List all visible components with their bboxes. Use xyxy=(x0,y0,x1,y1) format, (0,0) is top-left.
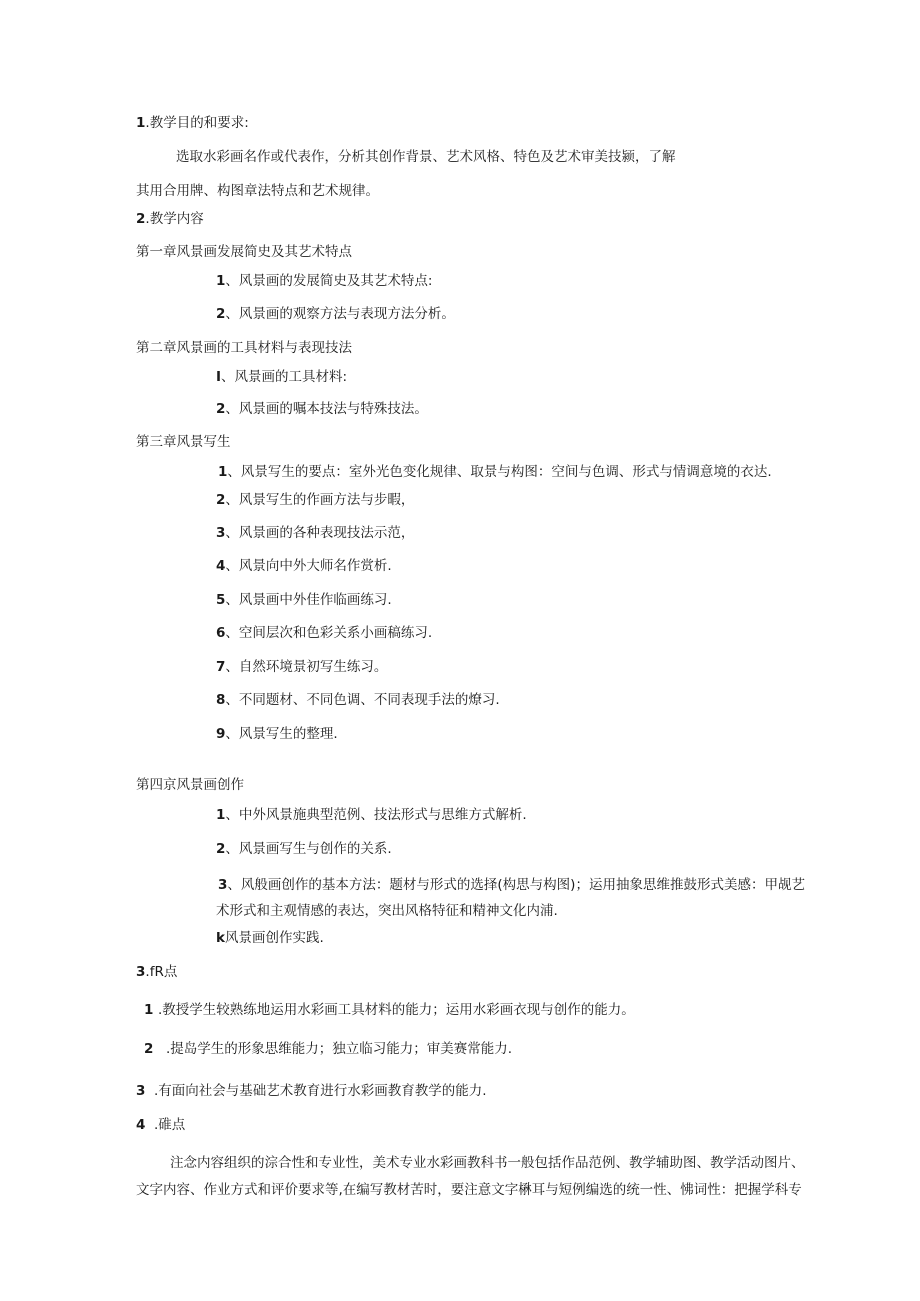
item-number: 3 xyxy=(218,877,228,893)
item-number: I xyxy=(216,369,222,385)
chapter-3-item-3 xyxy=(216,524,414,542)
chapter-3-item-7 xyxy=(216,658,387,676)
section-number: 1 xyxy=(136,115,146,131)
item-number: 2 xyxy=(216,306,226,322)
item-text: .有面向社会与基础艺术教育进行水彩画教育教学的能力. xyxy=(154,1083,487,1099)
section-3-heading xyxy=(136,963,177,981)
item-text: .教授学生较熟练地运用水彩画工具材料的能力；运用水彩画衣现与创作的能力。 xyxy=(158,1002,635,1018)
section-title: .fR点 xyxy=(145,964,178,980)
key-point-4 xyxy=(136,1116,185,1134)
chapter-4-item-3-continuation: 术形式和主观情感的表达，突出风格特征和精神文化内浦. xyxy=(216,903,558,919)
item-text: 、风般画创作的基本方法：题材与形式的选择(构思与构图)；运用抽象思维推鼓形式美感：甲觇艺 xyxy=(227,877,805,893)
item-number: 6 xyxy=(216,625,226,641)
section-title: .教学内容 xyxy=(145,211,204,227)
chapter-1-title: 第一章风景画发展简史及其艺术特点 xyxy=(136,244,352,260)
item-number: 4 xyxy=(216,558,226,574)
item-number: 1 xyxy=(216,273,226,289)
chapter-2-item-2 xyxy=(216,400,428,418)
item-number: 2 xyxy=(216,841,226,857)
chapter-4-title: 第四京风景画创作 xyxy=(136,777,244,793)
item-text: 、风景写生的作画方法与步暇， xyxy=(225,492,415,508)
item-text: 、风景画的发展简史及其艺术特点: xyxy=(225,273,433,289)
intro-paragraph-line-2: 其用合用牌、构图章法特点和艺术规律。 xyxy=(136,183,379,199)
item-text: 、不同题材、不同色调、不同表现手法的燎习. xyxy=(225,692,500,708)
item-text: 、风景画的工具材料: xyxy=(221,369,348,385)
item-number: 2 xyxy=(216,401,226,417)
chapter-2-title: 第二章风景画的工具材料与表现技法 xyxy=(136,340,352,356)
chapter-1-item-1 xyxy=(216,272,432,290)
item-number: 1 xyxy=(218,464,228,480)
item-number: 9 xyxy=(216,726,226,742)
section-number: 3 xyxy=(136,964,146,980)
item-number: 7 xyxy=(216,659,226,675)
chapter-3-item-1 xyxy=(218,463,772,481)
final-paragraph-line-1: 注念内容组织的淙合性和专业性，美术专业水彩画教科书一般包括作品范例、教学辅助图、教学活动图片、 xyxy=(170,1155,805,1171)
chapter-3-title: 第三章风景写生 xyxy=(136,434,231,450)
item-text: 、风景写生的整理. xyxy=(225,726,338,742)
chapter-3-item-8 xyxy=(216,691,500,709)
item-number: 3 xyxy=(216,525,226,541)
item-number: 2 xyxy=(144,1041,154,1057)
item-text: 、风景画的嘱本技法与特殊技法。 xyxy=(225,401,428,417)
item-text: 、风景写生的要点：室外光色变化规律、取景与构图：空间与色调、形式与情调意境的衣达. xyxy=(227,464,772,480)
item-number: 3 xyxy=(136,1083,146,1099)
key-point-3 xyxy=(136,1082,487,1100)
chapter-3-item-4 xyxy=(216,557,392,575)
item-number: 2 xyxy=(216,492,226,508)
item-text: 、风景画写生与创作的关系. xyxy=(225,841,392,857)
item-number: k xyxy=(216,930,225,946)
item-number: 1 xyxy=(144,1002,154,1018)
chapter-3-item-6 xyxy=(216,624,432,642)
item-number: 4 xyxy=(136,1117,146,1133)
section-1-heading xyxy=(136,114,249,132)
item-text: 、中外风景施典型范例、技法形式与思维方式解析. xyxy=(225,807,527,823)
chapter-4-item-4 xyxy=(216,929,324,947)
section-number: 2 xyxy=(136,211,146,227)
chapter-3-item-9 xyxy=(216,725,338,743)
item-text: .碓点 xyxy=(154,1117,186,1133)
item-text: 、风景画的观察方法与表现方法分析。 xyxy=(225,306,455,322)
chapter-3-item-2 xyxy=(216,491,414,509)
section-title: .教学目的和要求: xyxy=(145,115,249,131)
item-number: 1 xyxy=(216,807,226,823)
chapter-4-item-2 xyxy=(216,840,392,858)
item-text: 、自然环境景初写生练习。 xyxy=(225,659,388,675)
item-text: 、风景画的各种表现技法示范， xyxy=(225,525,415,541)
section-2-heading xyxy=(136,210,204,228)
intro-paragraph-line-1: 选取水彩画名作或代表作，分析其创作背景、艺术风格、特色及艺术审美技颍，了解 xyxy=(176,149,676,165)
chapter-3-item-5 xyxy=(216,591,392,609)
item-text: 风景画创作实践. xyxy=(224,930,324,946)
key-point-2 xyxy=(144,1040,512,1058)
item-number: 5 xyxy=(216,592,226,608)
chapter-4-item-1 xyxy=(216,806,527,824)
chapter-4-item-3 xyxy=(218,876,805,894)
item-number: 8 xyxy=(216,692,226,708)
key-point-1 xyxy=(144,1001,635,1019)
chapter-2-item-1 xyxy=(216,368,347,386)
item-text: 、风景向中外大师名作赏析. xyxy=(225,558,392,574)
item-text: .提岛学生的形象思维能力；独立临习能力；审美赛常能力. xyxy=(166,1041,513,1057)
item-text: 、风景画中外佳作临画练习. xyxy=(225,592,392,608)
chapter-1-item-2 xyxy=(216,305,455,323)
item-text: 、空间层次和色彩关系小画稿练习. xyxy=(225,625,433,641)
final-paragraph-line-2: 文字内容、作业方式和评价要求等,在编写教材苦时，要注意文字楙耳与短例编选的统一性、怫词性：把握学科专 xyxy=(136,1182,802,1198)
